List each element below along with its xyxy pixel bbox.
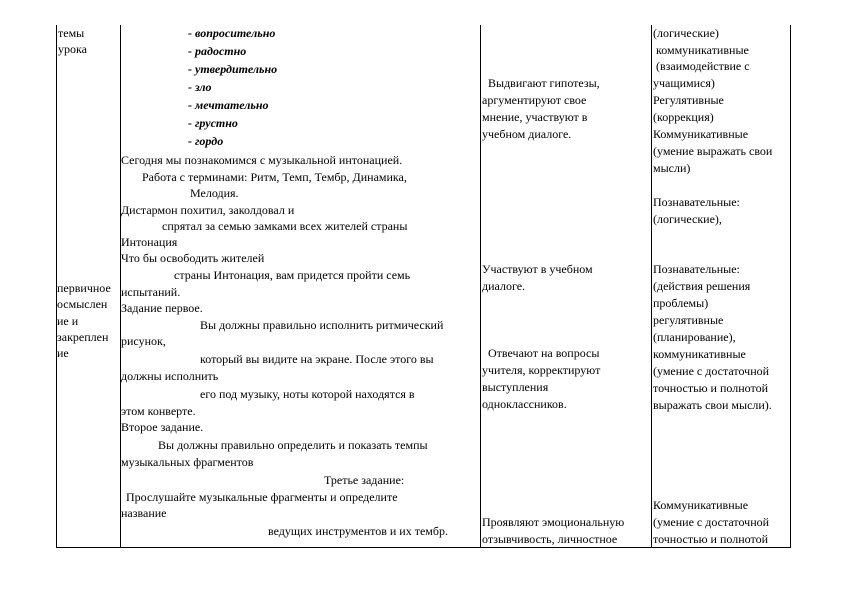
lesson-line: рисунок,: [121, 334, 166, 348]
skill-line: выражать свои мысли).: [653, 398, 772, 412]
activity-line: мнение, участвуют в: [482, 110, 588, 124]
skill-line: (логические),: [653, 212, 722, 226]
activity-line: аргументируют свое: [482, 93, 587, 107]
skill-line: (планирование),: [653, 330, 736, 344]
skill-line: Познавательные:: [653, 195, 740, 209]
lesson-line: название: [121, 506, 167, 520]
lesson-line: Вы должны правильно исполнить ритмический: [200, 318, 444, 332]
skill-line: коммуникативные: [656, 43, 749, 57]
skill-line: мысли): [653, 161, 691, 175]
skill-line: проблемы): [653, 296, 709, 310]
skill-line: (умение с достаточной: [653, 515, 770, 529]
activity-line: Участвуют в учебном: [482, 262, 593, 276]
emotion-item: - зло: [188, 80, 212, 94]
stage-label: осмыслен: [57, 297, 108, 311]
lesson-line: Задание первое.: [121, 301, 203, 315]
emotion-item: - грустно: [188, 116, 238, 130]
skill-line: (логические): [653, 26, 719, 40]
lesson-line: Прослушайте музыкальные фрагменты и определите: [126, 490, 398, 504]
stage-label: закреплен: [57, 330, 109, 344]
lesson-line: ведущих инструментов и их тембр.: [268, 524, 448, 538]
column-divider-3: [651, 25, 652, 547]
lesson-line: Что бы освободить жителей: [121, 251, 265, 265]
skill-line: точностью и полнотой: [653, 381, 768, 395]
skill-line: (коррекция): [653, 110, 714, 124]
skill-line: Коммуникативные: [653, 498, 749, 512]
activity-line: выступления: [482, 380, 549, 394]
skill-line: Коммуникативные: [653, 127, 749, 141]
lesson-line: Интонация: [121, 235, 178, 249]
skill-line: (умение с достаточной: [653, 364, 770, 378]
emotion-item: - радостно: [188, 44, 247, 58]
col1-text: урока: [58, 42, 87, 56]
activity-line: одноклассников.: [482, 397, 567, 411]
activity-line: Выдвигают гипотезы,: [488, 76, 600, 90]
emotion-item: - гордо: [188, 134, 224, 148]
lesson-line: Сегодня мы познакомимся с музыкальной интонацией.: [121, 153, 403, 167]
stage-label: ие: [57, 346, 69, 360]
table-border-bottom: [56, 547, 791, 548]
stage-label: ие и: [57, 314, 79, 328]
skill-line: регулятивные: [653, 313, 724, 327]
stage-label: первичное: [57, 281, 111, 295]
lesson-line: Вы должны правильно определить и показать темпы: [158, 438, 428, 452]
col1-text: темы: [58, 26, 85, 40]
skill-line: Познавательные:: [653, 262, 740, 276]
skill-line: коммуникативные: [653, 347, 746, 361]
skill-line: (действия решения: [653, 279, 751, 293]
skill-line: (умение выражать свои: [653, 144, 773, 158]
lesson-line: Третье задание:: [324, 473, 405, 487]
activity-line: учебном диалоге.: [482, 127, 572, 141]
column-divider-2: [480, 25, 481, 547]
activity-line: Проявляют эмоциональную: [482, 515, 625, 529]
lesson-line: музыкальных фрагментов: [121, 455, 254, 469]
lesson-line: который вы видите на экране. После этого вы: [200, 352, 434, 366]
lesson-line: спрятал за семью замками всех жителей страны: [162, 219, 408, 233]
lesson-line: испытаний.: [121, 285, 181, 299]
lesson-line: страны Интонация, вам придется пройти семь: [174, 268, 411, 282]
lesson-line: Мелодия.: [190, 186, 239, 200]
lesson-line: Дистармон похитил, заколдовал и: [121, 203, 295, 217]
emotion-item: - вопросительно: [188, 26, 276, 40]
lesson-line: Работа с терминами: Ритм, Темп, Тембр, Динамика,: [142, 170, 407, 184]
activity-line: Отвечают на вопросы: [488, 346, 600, 360]
activity-line: отзывчивость, личностное: [482, 532, 618, 546]
lesson-line: этом конверте.: [121, 404, 196, 418]
activity-line: диалоге.: [482, 279, 526, 293]
emotion-item: - утвердительно: [188, 62, 278, 76]
table-border-right: [790, 25, 791, 547]
skill-line: (взаимодействие с: [656, 59, 750, 73]
lesson-line: его под музыку, ноты которой находятся в: [200, 387, 415, 401]
emotion-item: - мечтательно: [188, 98, 269, 112]
activity-line: учителя, корректируют: [482, 363, 601, 377]
skill-line: Регулятивные: [653, 93, 724, 107]
skill-line: учащимися): [653, 76, 715, 90]
lesson-line: Второе задание.: [121, 420, 204, 434]
lesson-line: должны исполнить: [121, 369, 219, 383]
skill-line: точностью и полнотой: [653, 532, 768, 546]
